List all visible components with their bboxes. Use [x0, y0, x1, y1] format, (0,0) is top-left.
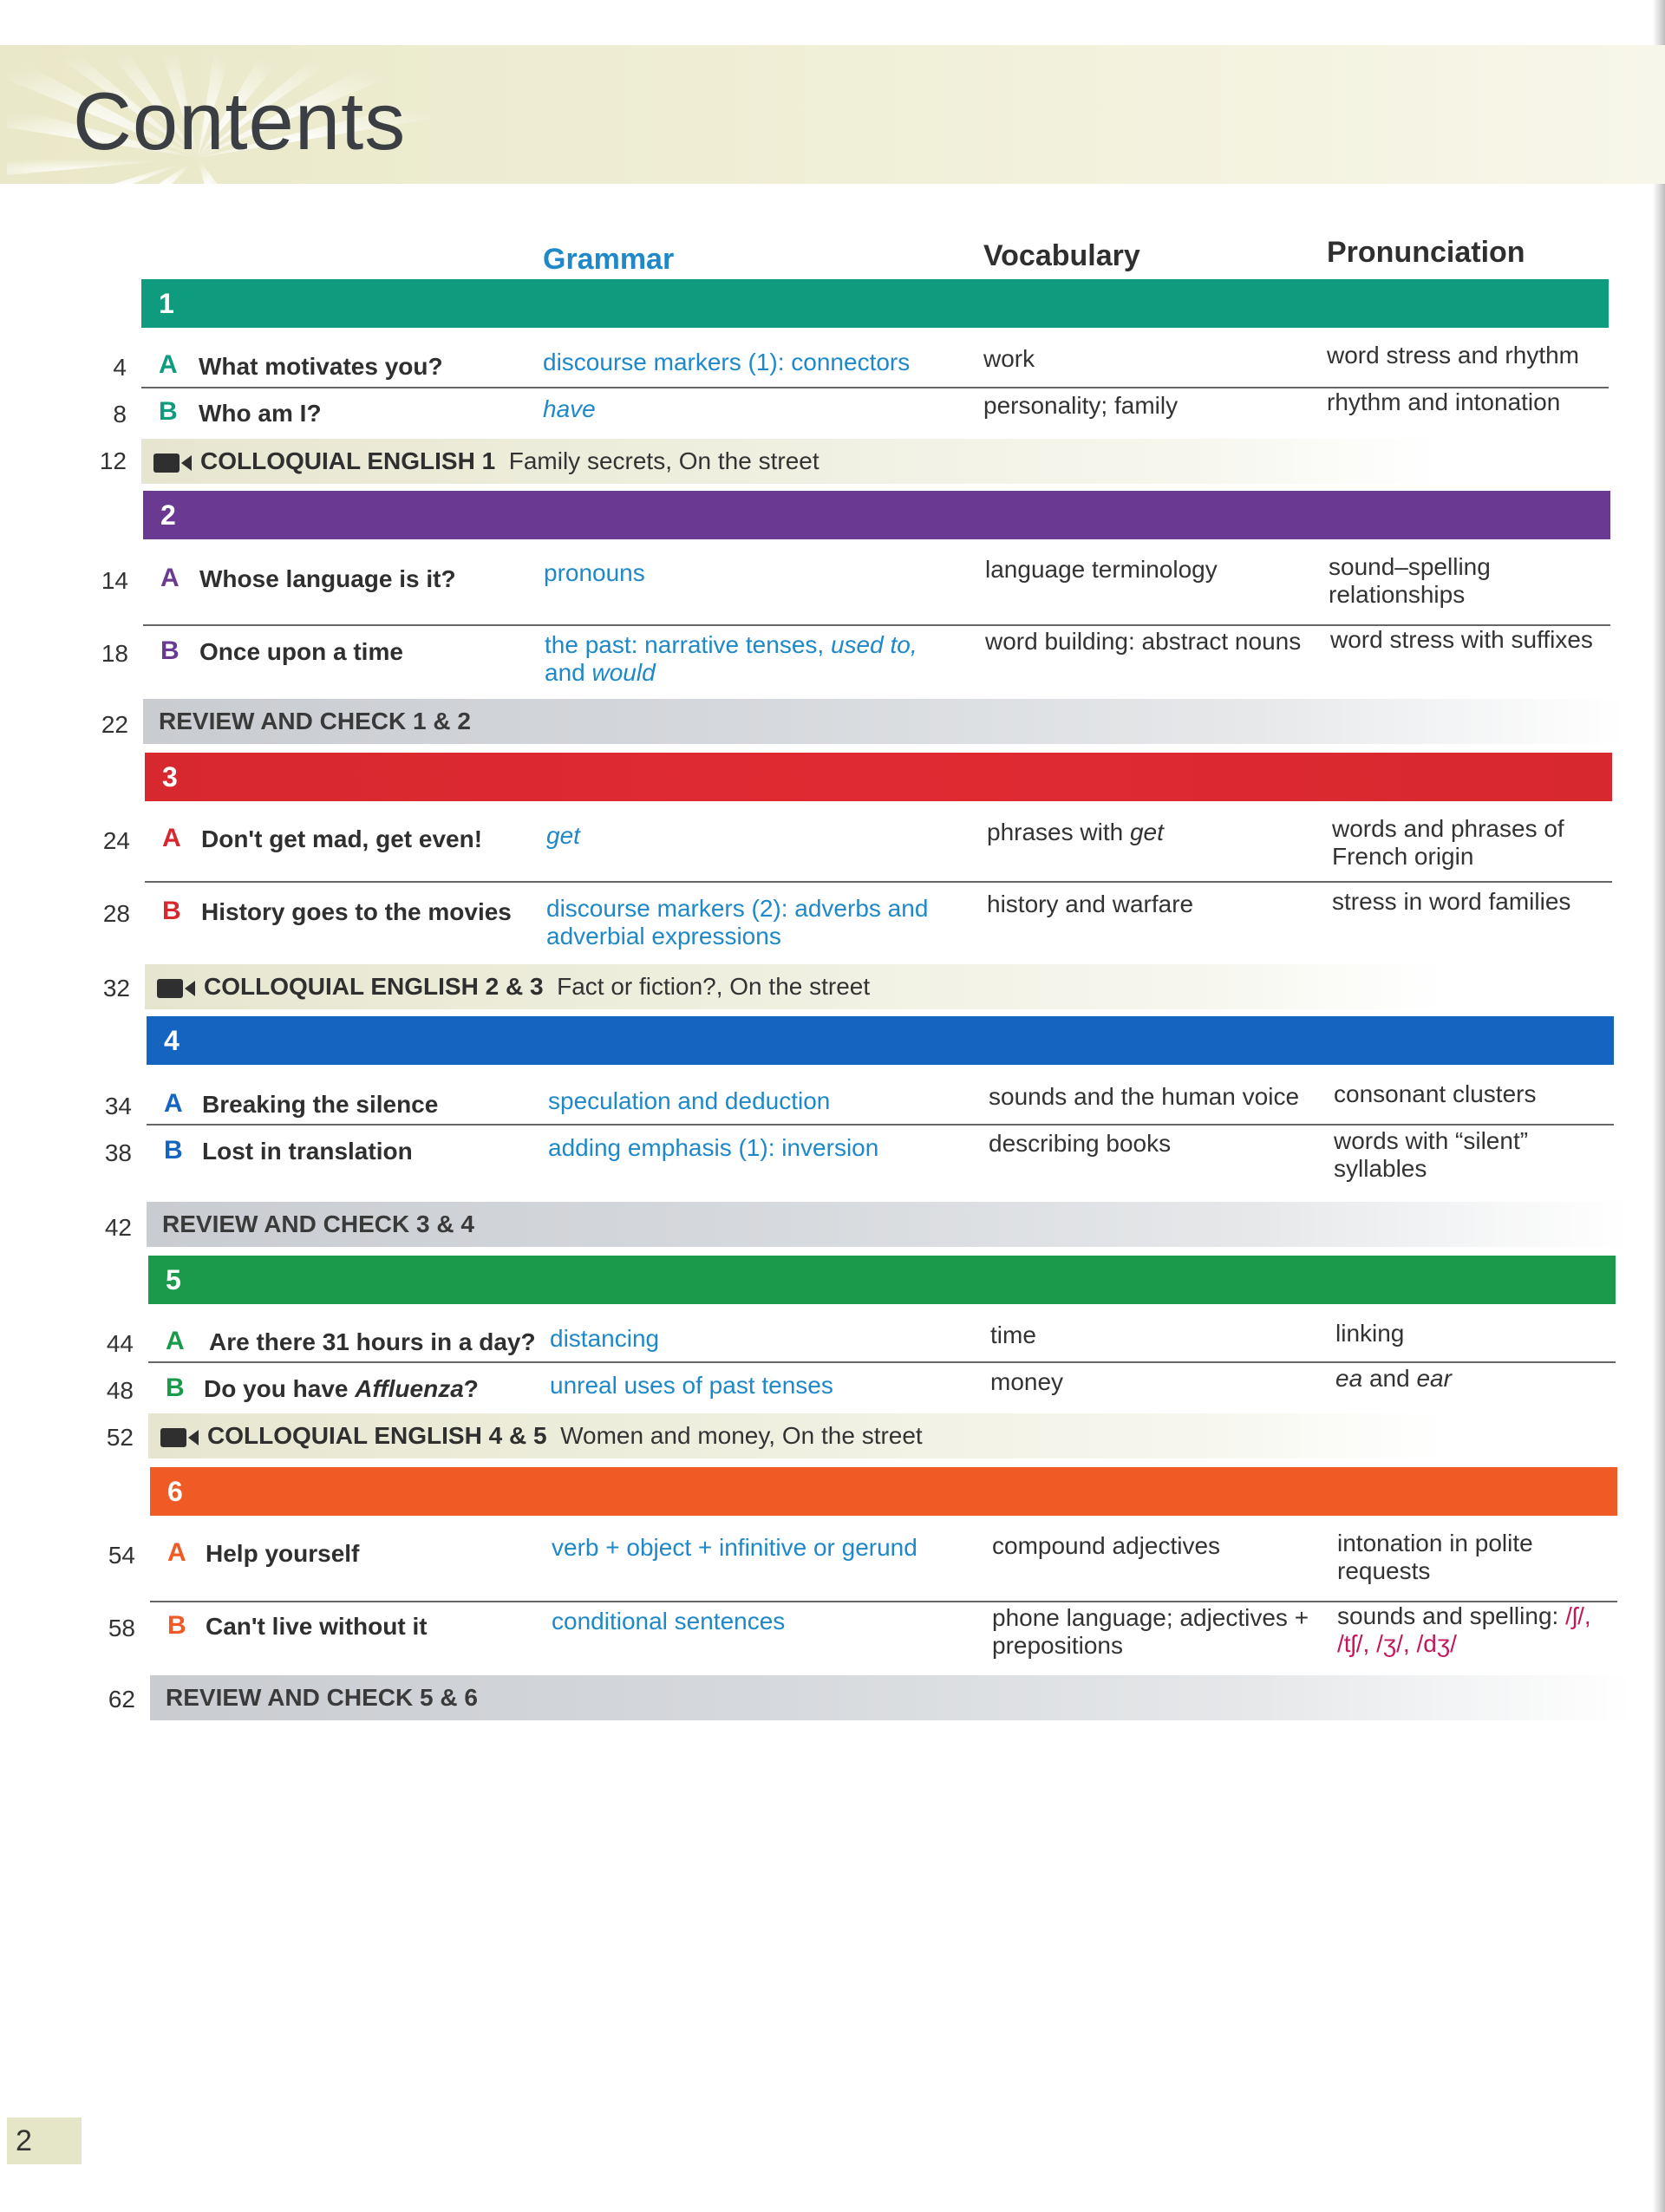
- review-and-check-row: [147, 1202, 1629, 1247]
- unit-header-3: [145, 753, 1612, 801]
- lesson-vocabulary: time: [990, 1321, 1036, 1348]
- unit-number: 3: [162, 761, 178, 793]
- lesson-grammar: adding emphasis (1): inversion: [548, 1134, 879, 1161]
- unit-header-5: [148, 1256, 1616, 1304]
- lesson-pronunciation: words and phrases of French origin: [1332, 815, 1564, 870]
- review-page: 42: [104, 1214, 132, 1241]
- unit-header-4: [147, 1016, 1614, 1065]
- lesson-pronunciation: rhythm and intonation: [1327, 388, 1561, 415]
- lesson-pronunciation: word stress and rhythm: [1327, 342, 1579, 369]
- review-label: REVIEW AND CHECK 3 & 4: [162, 1210, 474, 1237]
- lesson-letter: A: [166, 1327, 185, 1355]
- lesson-page: 8: [113, 401, 127, 427]
- unit-header-6: [150, 1467, 1617, 1516]
- column-header-grammar: Grammar: [543, 243, 675, 276]
- colloquial-label: COLLOQUIAL ENGLISH 1: [200, 447, 496, 474]
- lesson-vocabulary: personality; family: [983, 392, 1179, 419]
- lesson-title: Lost in translation: [202, 1138, 413, 1165]
- lesson-page: 24: [102, 827, 130, 854]
- colloquial-page: 52: [106, 1424, 134, 1451]
- lesson-grammar: verb + object + infinitive or gerund: [552, 1534, 917, 1561]
- lesson-letter: B: [167, 1611, 186, 1640]
- page-number: 2: [7, 2117, 82, 2164]
- lesson-page: 54: [108, 1542, 135, 1569]
- lesson-letter: B: [164, 1136, 183, 1165]
- lesson-pronunciation: word stress with suffixes: [1330, 626, 1593, 653]
- row-divider: [147, 1124, 1614, 1126]
- lesson-grammar: the past: narrative tenses, used to, and would: [545, 631, 917, 686]
- lesson-page: 44: [106, 1330, 134, 1357]
- lesson-vocabulary: phrases with get: [987, 819, 1164, 845]
- colloquial-page: 12: [99, 447, 127, 474]
- lesson-pronunciation: intonation in polite requests: [1337, 1530, 1533, 1584]
- lesson-pronunciation: sound–spelling relationships: [1329, 553, 1491, 608]
- lesson-letter: A: [164, 1089, 183, 1118]
- lesson-title: Are there 31 hours in a day?: [209, 1328, 536, 1355]
- lesson-letter: A: [162, 824, 181, 852]
- review-page: 22: [101, 711, 128, 738]
- lesson-title: Help yourself: [206, 1540, 360, 1567]
- lesson-grammar: distancing: [550, 1325, 660, 1352]
- lesson-title: Can't live without it: [206, 1613, 428, 1640]
- lesson-pronunciation: stress in word families: [1332, 888, 1571, 915]
- lesson-page: 18: [101, 640, 128, 667]
- lesson-title: Breaking the silence: [202, 1091, 439, 1118]
- lesson-page: 14: [101, 567, 128, 594]
- lesson-vocabulary: phone language; adjectives + prepositions: [992, 1604, 1309, 1659]
- colloquial-english-row: [141, 439, 1442, 484]
- page-edge-shadow: [1653, 0, 1665, 2212]
- lesson-letter: A: [167, 1538, 186, 1567]
- column-header-vocabulary: Vocabulary: [983, 239, 1140, 272]
- lesson-page: 34: [104, 1093, 132, 1119]
- lesson-vocabulary: describing books: [989, 1130, 1172, 1157]
- unit-number: 5: [166, 1264, 181, 1295]
- lesson-grammar: get: [546, 822, 580, 849]
- review-label: REVIEW AND CHECK 5 & 6: [166, 1684, 478, 1711]
- colloquial-text: Fact or fiction?, On the street: [557, 973, 871, 1000]
- review-and-check-row: [143, 699, 1626, 744]
- lesson-letter: B: [162, 897, 181, 925]
- unit-number: 4: [164, 1025, 180, 1056]
- lesson-vocabulary: language terminology: [985, 556, 1218, 583]
- lesson-grammar: conditional sentences: [552, 1608, 786, 1635]
- lesson-title: Once upon a time: [199, 638, 403, 665]
- lesson-letter: B: [166, 1374, 185, 1402]
- row-divider: [145, 881, 1612, 883]
- review-page: 62: [108, 1686, 135, 1713]
- row-divider: [148, 1361, 1616, 1363]
- lesson-grammar: discourse markers (2): adverbs and adverbial expressions: [546, 895, 929, 949]
- lesson-page: 58: [108, 1615, 135, 1641]
- colloquial-english-row: [148, 1413, 1449, 1458]
- video-camera-icon: [153, 452, 192, 474]
- lesson-vocabulary: history and warfare: [987, 891, 1194, 917]
- lesson-letter: B: [160, 636, 180, 665]
- lesson-title: Do you have Affluenza?: [204, 1375, 479, 1402]
- colloquial-label: COLLOQUIAL ENGLISH 4 & 5: [207, 1422, 547, 1449]
- unit-number: 6: [167, 1476, 183, 1507]
- lesson-title: Don't get mad, get even!: [201, 825, 483, 852]
- lesson-letter: B: [159, 397, 178, 426]
- colloquial-text: Family secrets, On the street: [508, 447, 819, 474]
- lesson-grammar: discourse markers (1): connectors: [543, 349, 911, 375]
- lesson-vocabulary: money: [990, 1368, 1064, 1395]
- unit-number: 1: [159, 288, 174, 319]
- lesson-page: 4: [113, 354, 127, 381]
- lesson-title: History goes to the movies: [201, 898, 512, 925]
- video-camera-icon: [157, 977, 195, 1000]
- colloquial-label: COLLOQUIAL ENGLISH 2 & 3: [204, 973, 544, 1000]
- lesson-grammar: unreal uses of past tenses: [550, 1372, 833, 1399]
- colloquial-text: Women and money, On the street: [560, 1422, 923, 1449]
- lesson-pronunciation: linking: [1335, 1320, 1405, 1347]
- lesson-vocabulary: word building: abstract nouns: [985, 628, 1302, 655]
- lesson-title: Who am I?: [199, 400, 322, 427]
- column-header-pronunciation: Pronunciation: [1327, 236, 1525, 269]
- unit-header-1: [141, 279, 1609, 328]
- lesson-page: 28: [102, 900, 130, 927]
- lesson-letter: A: [160, 564, 180, 592]
- lesson-pronunciation: ea and ear: [1335, 1365, 1452, 1392]
- review-label: REVIEW AND CHECK 1 & 2: [159, 708, 471, 734]
- lesson-vocabulary: work: [983, 345, 1035, 372]
- lesson-vocabulary: compound adjectives: [992, 1532, 1221, 1559]
- colloquial-english-row: [145, 964, 1446, 1009]
- unit-number: 2: [160, 499, 176, 531]
- lesson-vocabulary: sounds and the human voice: [989, 1083, 1300, 1110]
- video-camera-icon: [160, 1426, 199, 1449]
- lesson-pronunciation: words with “silent” syllables: [1334, 1127, 1529, 1182]
- page-title: Contents: [73, 75, 407, 166]
- lesson-page: 48: [106, 1377, 134, 1404]
- unit-header-2: [143, 491, 1610, 539]
- lesson-grammar: have: [543, 395, 596, 422]
- lesson-title: Whose language is it?: [199, 565, 456, 592]
- lesson-grammar: pronouns: [544, 559, 645, 586]
- colloquial-page: 32: [102, 975, 130, 1002]
- lesson-grammar: speculation and deduction: [548, 1087, 831, 1114]
- lesson-pronunciation: consonant clusters: [1334, 1080, 1537, 1107]
- lesson-title: What motivates you?: [199, 353, 443, 380]
- review-and-check-row: [150, 1675, 1633, 1720]
- lesson-letter: A: [159, 350, 178, 379]
- lesson-page: 38: [104, 1139, 132, 1166]
- lesson-pronunciation: sounds and spelling: /ʃ/, /tʃ/, /ʒ/, /dʒ/: [1337, 1602, 1591, 1657]
